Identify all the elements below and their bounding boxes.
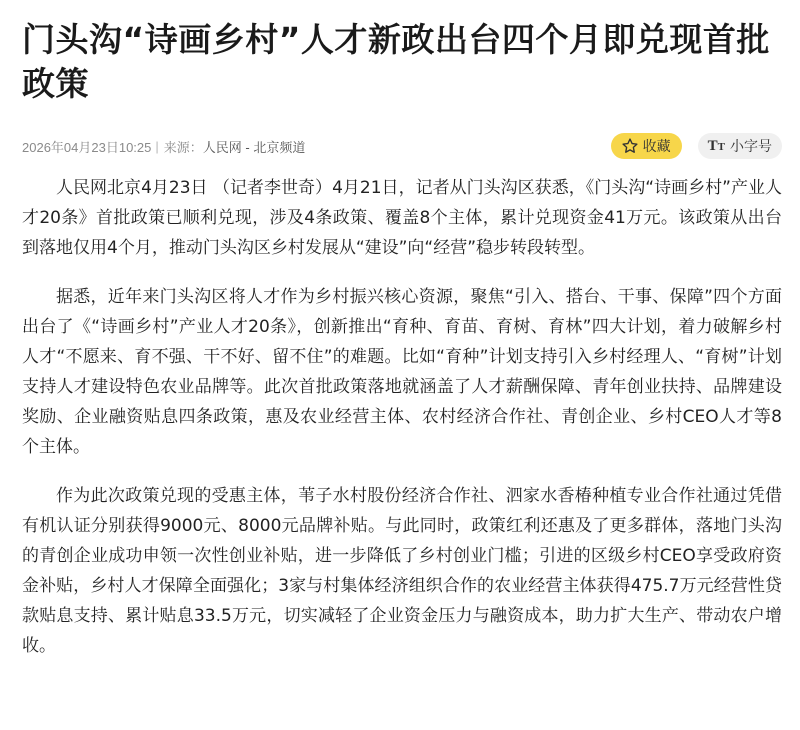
font-size-label: 小字号 (730, 139, 772, 155)
article-paragraph: 人民网北京4月23日 （记者李世奇）4月21日，记者从门头沟区获悉，《门头沟“诗画乡村”产业人才20条》首批政策已顺利兑现，涉及4条政策、覆盖8个主体，累计兑现资金41万元。该政策从出台到落地仅用4个月，推动门头沟区乡村发展从“建设”向“经营”稳步转段转型。 (22, 178, 782, 258)
article-meta-row (22, 133, 782, 159)
article-meta (22, 137, 305, 156)
article-body (22, 173, 782, 661)
source-label: 来源： (163, 139, 203, 155)
favorite-label: 收藏 (642, 139, 671, 155)
font-size-icon: TT (707, 137, 725, 154)
font-size-button[interactable] (698, 133, 782, 159)
article (22, 18, 782, 680)
meta-separator: | (155, 138, 159, 154)
source-link[interactable]: 人民网 - 北京频道 (202, 139, 306, 155)
article-paragraph: 据悉，近年来门头沟区将人才作为乡村振兴核心资源，聚焦“引入、搭台、干事、保障”四个方面出台了《“诗画乡村”产业人才20条》，创新推出“育种、育苗、育树、育林”四大计划，着力破解乡村人才“不愿来、育不强、干不好、留不住”的难题。比如“育种”计划支持引入乡村经理人、“育树”计划支持人才建设特色农业品牌等。此次首批政策落地就涵盖了人才薪酬保障、青年创业扶持、品牌建设奖励、企业融资贴息四条政策，惠及农业经营主体、农村经济合作社、青创企业、乡村CEO人才等8个主体。 (22, 287, 782, 457)
article-actions (611, 133, 782, 159)
article-paragraph: 作为此次政策兑现的受惠主体，苇子水村股份经济合作社、泗家水香椿种植专业合作社通过凭借有机认证分别获得9000元、8000元品牌补贴。与此同时，政策红利还惠及了更多群体，落地门头沟的青创企业成功申领一次性创业补贴，进一步降低了乡村创业门槛；引进的区级乡村CEO享受政府资金补贴，乡村人才保障全面强化；3家与村集体经济组织合作的农业经营主体获得475.7万元经营性贷款贴息支持、累计贴息33.5万元，切实减轻了企业资金压力与融资成本，助力扩大生产、带动农户增收。 (22, 486, 782, 656)
publish-date: 2026年04月23日10:25 (22, 139, 152, 155)
star-icon (621, 137, 639, 155)
article-title: 门头沟“诗画乡村”人才新政出台四个月即兑现首批政策 (22, 20, 770, 103)
favorite-button[interactable] (611, 133, 682, 159)
